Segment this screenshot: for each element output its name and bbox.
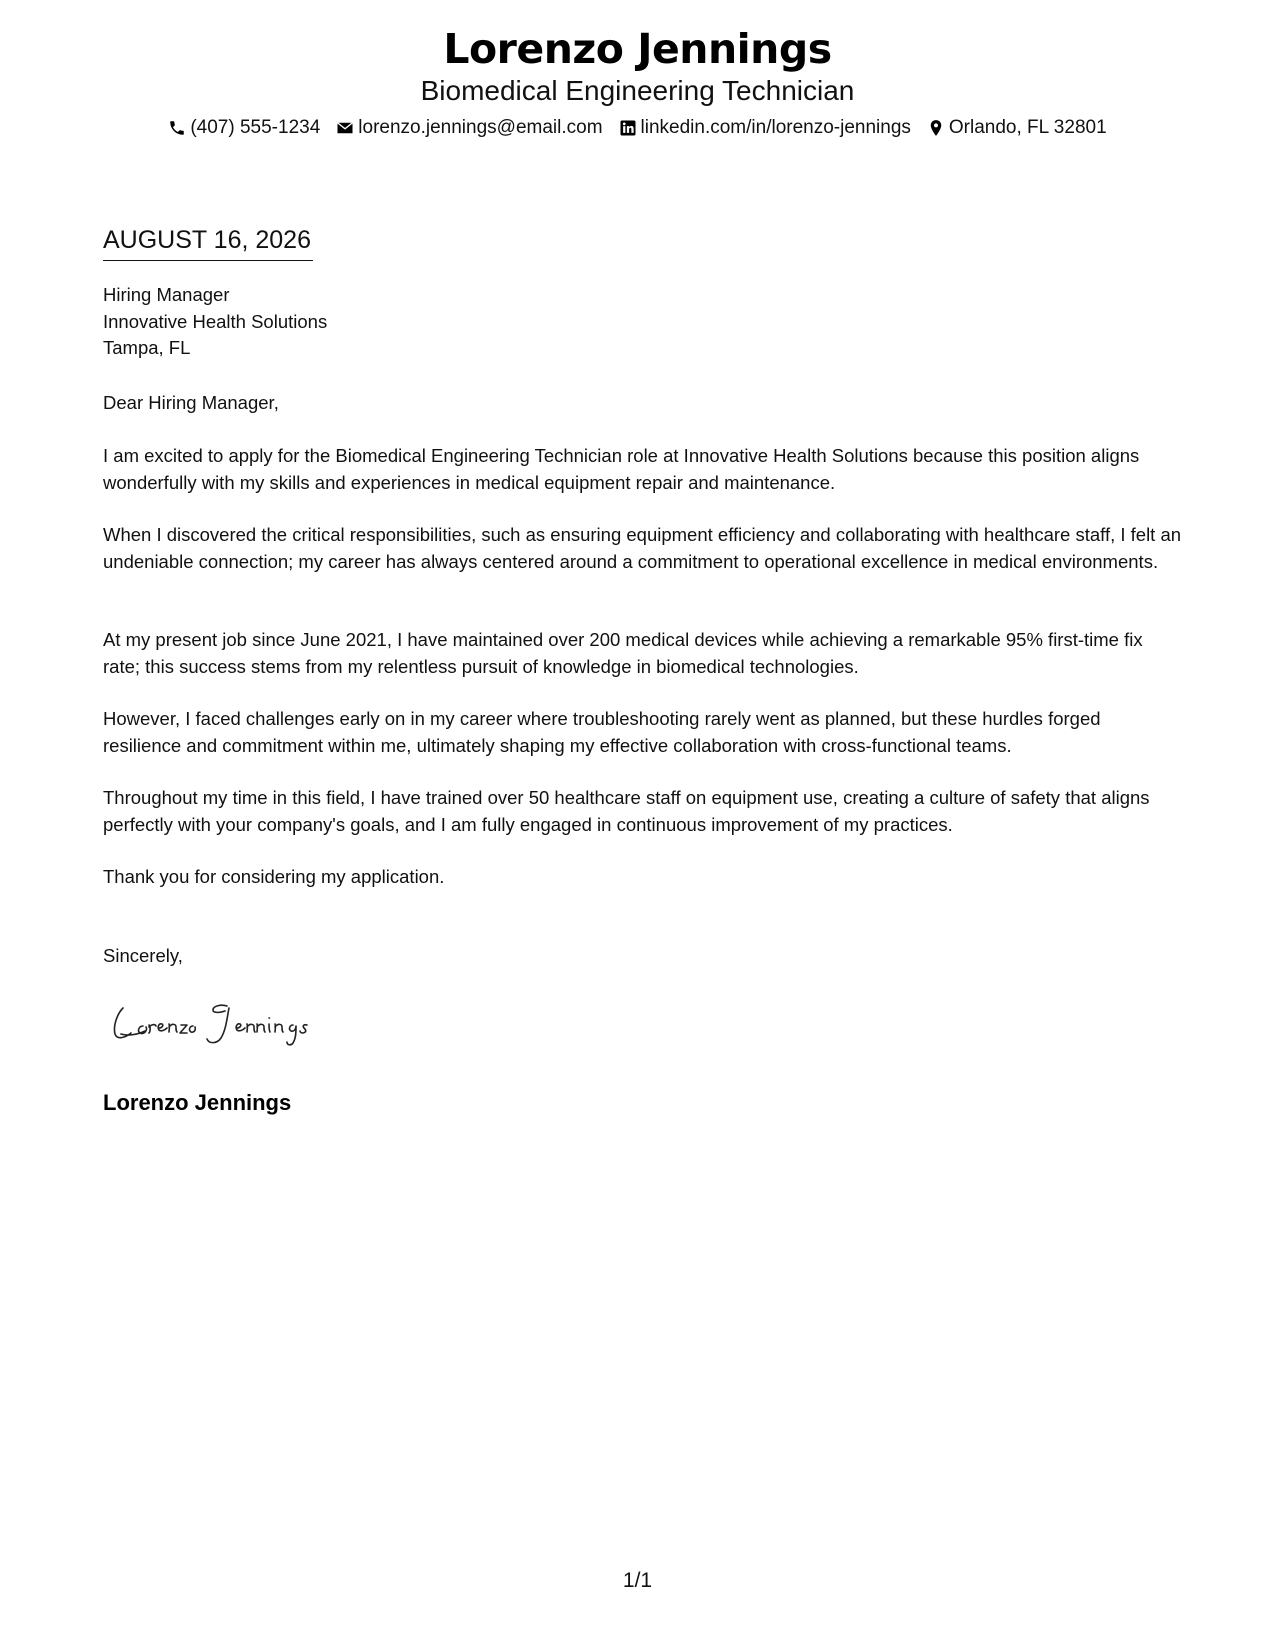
linkedin-icon [619,119,637,137]
contact-linkedin[interactable] [619,116,911,140]
recipient-line: Innovative Health Solutions [103,310,328,332]
body-paragraph: However, I faced challenges early on in my career where troubleshooting rarely went as planned, but these hurdles forged resilience and commitment within me, ultimately shaping my effective collaboration with cross-functional teams. [103,708,1101,756]
recipient-line: Hiring Manager [103,284,230,305]
body-paragraph: I am excited to apply for the Biomedical Engineering Technician role at Innovative Health Solutions because this position aligns wonderfully with my skills and experiences in medical equipment repair and maintenance. [103,445,1140,493]
salutation: Dear Hiring Manager, [103,392,279,413]
contact-row [0,116,1275,140]
location-text: Orlando, FL 32801 [948,117,1107,138]
applicant-job-title: Biomedical Engineering Technician [420,75,855,106]
letter-header [0,22,1275,140]
map-pin-icon [927,119,945,137]
signer-name: Lorenzo Jennings [103,1090,292,1115]
recipient-block [103,282,1183,362]
envelope-icon [336,119,354,137]
handwritten-signature [103,994,373,1054]
linkedin-text[interactable]: linkedin.com/in/lorenzo-jennings [640,117,911,138]
contact-phone [168,116,320,140]
applicant-name: Lorenzo Jennings [443,25,832,73]
phone-icon [168,119,186,137]
letter-date: AUGUST 16, 2026 [103,224,313,261]
closing: Sincerely, [103,945,183,966]
body-paragraph: Throughout my time in this field, I have trained over 50 healthcare staff on equipment use, creating a culture of safety that aligns perfectly with your company's goals, and I am fully engaged in continuous improvement of my practices. [103,787,1150,835]
recipient-line: Tampa, FL [103,337,191,358]
body-paragraph: At my present job since June 2021, I have maintained over 200 medical devices while achieving a remarkable 95% first-time fix rate; this success stems from my relentless pursuit of knowledge in biomedical technologies. [103,629,1143,677]
body-paragraph: Thank you for considering my application. [103,866,445,887]
contact-location [927,116,1107,140]
body-paragraph: When I discovered the critical responsibilities, such as ensuring equipment efficiency and collaborating with healthcare staff, I felt an undeniable connection; my career has always centered around a commitment to operational excellence in medical environments. [103,524,1182,572]
contact-email[interactable] [336,116,602,140]
page-number: 1/1 [622,1569,653,1592]
phone-text: (407) 555-1234 [190,117,321,138]
email-text[interactable]: lorenzo.jennings@email.com [358,117,603,138]
